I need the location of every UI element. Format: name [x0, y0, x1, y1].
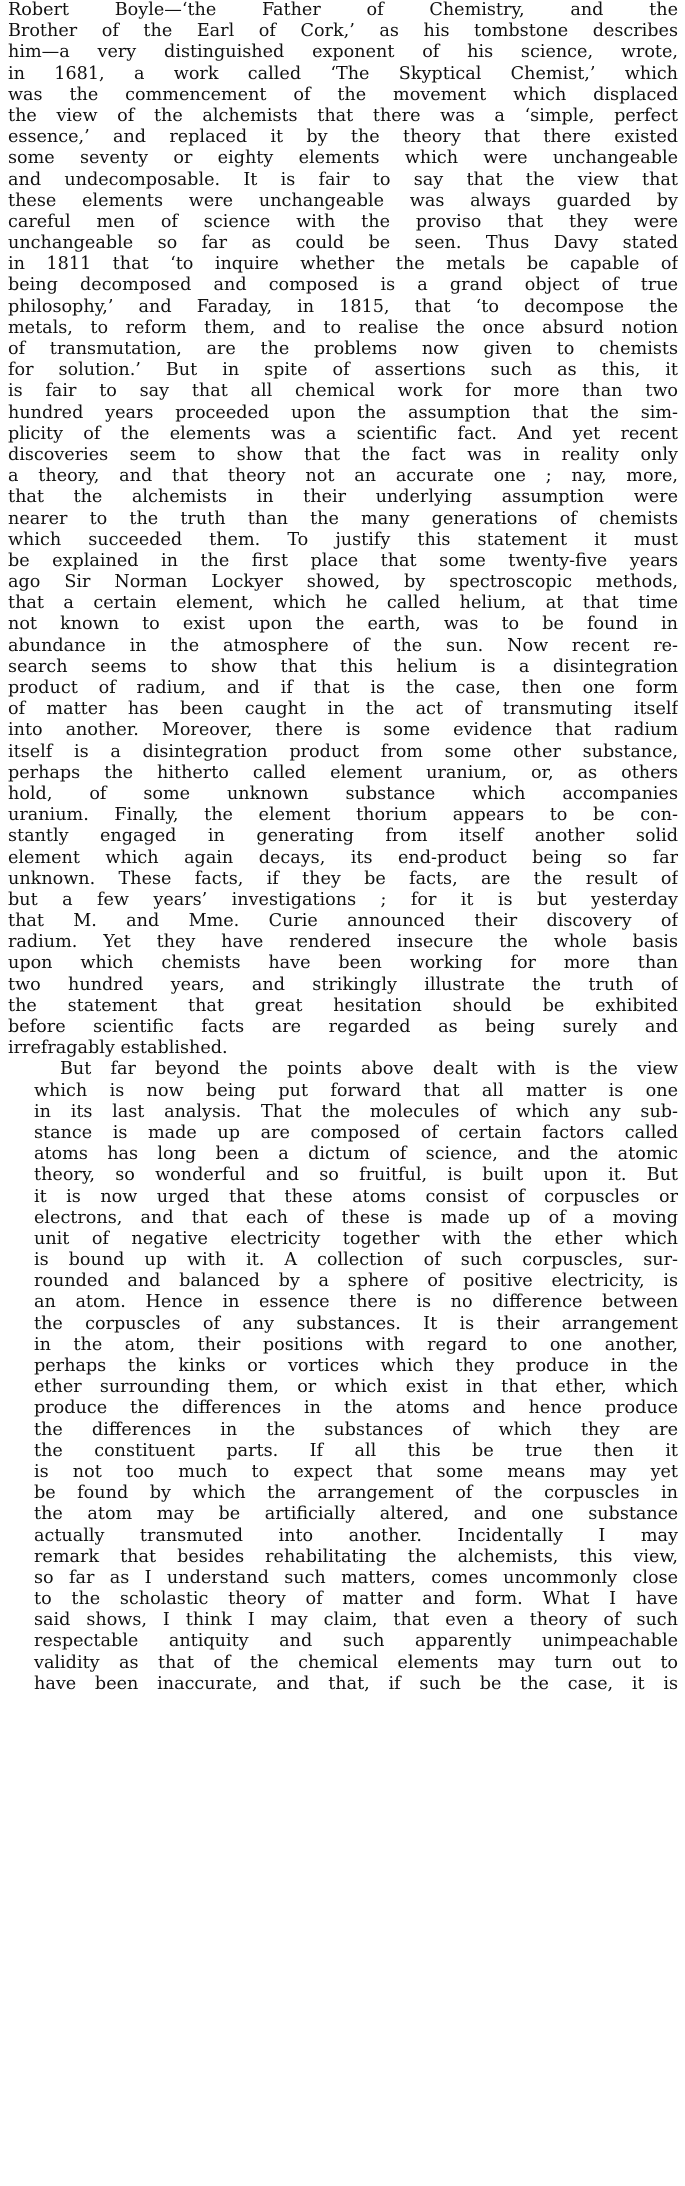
text-line: rounded and balanced by a sphere of positive electricity, is: [34, 1271, 678, 1292]
text-line: the corpuscles of any substances. It is their arrangement: [34, 1313, 678, 1334]
text-line: have been inaccurate, and that, if such be the case, it is: [34, 1673, 678, 1694]
article-page: [8, 0, 678, 2186]
text-line: into another. Moreover, there is some evidence that radium: [8, 720, 678, 741]
text-line: respectable antiquity and such apparently unimpeachable: [34, 1631, 678, 1652]
text-line: stance is made up are composed of certain factors called: [34, 1122, 678, 1143]
text-line: be found by which the arrangement of the corpuscles in: [34, 1483, 678, 1504]
text-line: unchangeable so far as could be seen. Thus Davy stated: [8, 233, 678, 254]
text-line: ago Sir Norman Lockyer showed, by spectroscopic methods,: [8, 572, 678, 593]
text-line: for solution.’ But in spite of assertions such as this, it: [8, 360, 678, 381]
text-line: before scientific facts are regarded as being surely and: [8, 1017, 678, 1037]
text-line: irrefragably established.: [8, 1038, 228, 1059]
text-line: unit of negative electricity together with the ether which: [34, 1228, 678, 1249]
paragraph-matter-is-one: [8, 1059, 678, 1695]
text-line: but a few years’ investigations ; for it is but yesterday: [8, 889, 678, 910]
text-line: discoveries seem to show that the fact was in reality only: [8, 444, 678, 465]
text-line: it is now urged that these atoms consist of corpuscles or: [34, 1186, 678, 1207]
text-line: these elements were unchangeable was always guarded by: [8, 190, 678, 211]
text-line: said shows, I think I may claim, that even a theory of such: [34, 1610, 678, 1631]
text-line: the statement that great hesitation should be exhibited: [8, 995, 678, 1016]
text-line: in 1681, a work called ‘The Skyptical Chemist,’ which: [8, 63, 678, 84]
text-line: the view of the alchemists that there was a ‘simple, perfect: [8, 105, 678, 126]
text-line: radium. Yet they have rendered insecure the whole basis: [8, 932, 678, 953]
text-line: perhaps the hitherto called element uranium, or, as others: [8, 762, 678, 783]
text-line: in 1811 that ‘to inquire whether the metals be capable of: [8, 254, 678, 275]
text-line: being decomposed and composed is a grand object of true: [8, 275, 678, 296]
text-line: perhaps the kinks or vortices which they produce in the: [34, 1356, 678, 1376]
text-line: upon which chemists have been working for more than: [8, 953, 678, 974]
text-line: of transmutation, are the problems now given to chemists: [8, 339, 678, 359]
text-line: two hundred years, and strikingly illustrate the truth of: [8, 974, 678, 995]
text-line: that M. and Mme. Curie announced their discovery of: [8, 911, 678, 932]
text-line: validity as that of the chemical elements may turn out to: [34, 1652, 678, 1673]
text-line: atoms has long been a dictum of science, and the atomic: [34, 1144, 678, 1165]
text-line: the constituent parts. If all this be true then it: [34, 1440, 678, 1461]
text-line: hold, of some unknown substance which accompanies: [8, 783, 678, 804]
text-line: stantly engaged in generating from itself another solid: [8, 826, 678, 847]
text-line: in its last analysis. That the molecules of which any sub-: [34, 1101, 678, 1122]
text-line: Robert Boyle—‘the Father of Chemistry, and the: [8, 0, 678, 20]
text-line: electrons, and that each of these is made up of a moving: [34, 1207, 678, 1228]
text-line: which is now being put forward that all matter is one: [34, 1080, 678, 1101]
text-line: the atom may be artificially altered, and one substance: [34, 1504, 678, 1525]
text-line: be explained in the first place that some twenty-five years: [8, 550, 678, 571]
text-line: Brother of the Earl of Cork,’ as his tombstone describes: [8, 21, 678, 42]
text-line: philosophy,’ and Faraday, in 1815, that ‘to decompose the: [8, 296, 678, 317]
text-line: is not too much to expect that some means may yet: [34, 1461, 678, 1482]
text-line: essence,’ and replaced it by the theory that there existed: [8, 127, 678, 148]
text-line: careful men of science with the proviso that they were: [8, 211, 678, 232]
text-line: hundred years proceeded upon the assumption that the sim-: [8, 402, 678, 423]
text-line: plicity of the elements was a scientific fact. And yet recent: [8, 423, 678, 444]
text-line: is bound up with it. A collection of such corpuscles, sur-: [34, 1250, 678, 1271]
text-line: abundance in the atmosphere of the sun. Now recent re-: [8, 635, 678, 656]
text-line: search seems to show that this helium is a disintegration: [8, 656, 678, 677]
text-line: itself is a disintegration product from some other substance,: [8, 741, 678, 762]
text-line: not known to exist upon the earth, was to be found in: [8, 614, 678, 635]
text-line: and undecomposable. It is fair to say that the view that: [8, 169, 678, 190]
text-line: the differences in the substances of which they are: [34, 1419, 678, 1440]
text-line: element which again decays, its end-product being so far: [8, 847, 678, 868]
text-line: so far as I understand such matters, comes uncommonly close: [34, 1567, 678, 1588]
text-line: ether surrounding them, or which exist in that ether, which: [34, 1377, 678, 1398]
text-line: in the atom, their positions with regard to one another,: [34, 1334, 678, 1355]
text-line: was the commencement of the movement which displaced: [8, 84, 678, 105]
text-line: him—a very distinguished exponent of his science, wrote,: [8, 42, 678, 63]
text-line: theory, so wonderful and so fruitful, is built upon it. But: [34, 1165, 678, 1186]
text-line: remark that besides rehabilitating the alchemists, this view,: [34, 1546, 678, 1567]
text-line: a theory, and that theory not an accurate one ; nay, more,: [8, 466, 678, 487]
text-line: actually transmuted into another. Incidentally I may: [34, 1525, 678, 1546]
text-line: produce the differences in the atoms and hence produce: [34, 1398, 678, 1419]
text-line: metals, to reform them, and to realise the once absurd notion: [8, 317, 678, 338]
text-line: some seventy or eighty elements which were unchangeable: [8, 148, 678, 169]
text-line: that the alchemists in their underlying assumption were: [8, 487, 678, 508]
text-line: which succeeded them. To justify this statement it must: [8, 529, 678, 550]
text-line: is fair to say that all chemical work for more than two: [8, 381, 678, 402]
text-line: nearer to the truth than the many generations of chemists: [8, 508, 678, 529]
text-line: of matter has been caught in the act of transmuting itself: [8, 699, 678, 720]
text-line: an atom. Hence in essence there is no difference between: [34, 1292, 678, 1313]
text-line: unknown. These facts, if they be facts, are the result of: [8, 868, 678, 889]
text-line: But far beyond the points above dealt with is the view: [60, 1059, 678, 1080]
text-line: to the scholastic theory of matter and form. What I have: [34, 1589, 678, 1610]
text-line: product of radium, and if that is the case, then one form: [8, 678, 678, 698]
text-line: that a certain element, which he called helium, at that time: [8, 593, 678, 614]
text-line: uranium. Finally, the element thorium appears to be con-: [8, 805, 678, 826]
paragraph-boyle-elements: [8, 0, 678, 1059]
